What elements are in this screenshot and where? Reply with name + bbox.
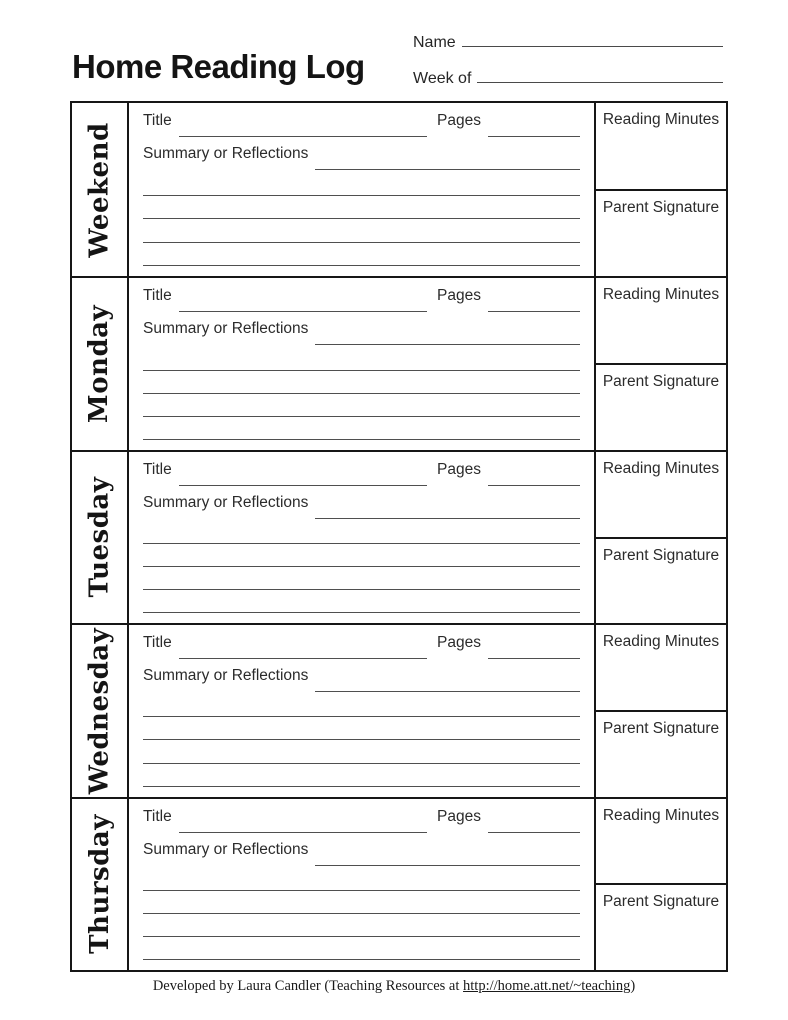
title-blank-line[interactable] — [179, 634, 427, 659]
title-line — [143, 461, 580, 486]
title-blank-line[interactable] — [179, 808, 427, 833]
entry-cell — [129, 625, 596, 796]
writing-line[interactable] — [143, 914, 580, 937]
writing-lines — [143, 868, 580, 960]
writing-lines — [143, 347, 580, 439]
pages-label: Pages — [437, 807, 481, 825]
footer-credit-text: Developed by Laura Candler (Teaching Resources at — [152, 978, 464, 994]
writing-lines — [143, 521, 580, 613]
day-label: Thursday — [84, 814, 115, 955]
day-row — [72, 276, 726, 449]
footer-link[interactable]: http://home.att.net/~teaching — [463, 978, 631, 994]
title-line — [143, 634, 580, 659]
writing-line[interactable] — [143, 694, 580, 717]
summary-label: Summary or Reflections — [143, 320, 309, 338]
title-label: Title — [143, 112, 172, 129]
reading-minutes-label: Reading Minutes — [602, 633, 720, 651]
day-row — [72, 103, 726, 276]
summary-line — [143, 841, 580, 866]
day-row — [72, 623, 726, 796]
entry-cell — [129, 278, 596, 449]
parent-signature-label: Parent Signature — [602, 546, 720, 564]
day-cell — [72, 452, 129, 623]
week-of-field — [413, 64, 723, 86]
parent-signature-label: Parent Signature — [602, 373, 720, 391]
writing-line[interactable] — [143, 740, 580, 763]
right-column-cell — [596, 103, 726, 276]
summary-label: Summary or Reflections — [143, 145, 309, 162]
writing-line[interactable] — [143, 219, 580, 243]
right-column-cell — [596, 625, 726, 796]
right-column-cell — [596, 278, 726, 449]
footer-credit-close: ) — [630, 978, 636, 994]
reading-minutes-cell[interactable] — [596, 625, 726, 712]
day-cell — [72, 625, 129, 796]
week-of-blank-line[interactable] — [477, 64, 723, 83]
title-line — [143, 112, 580, 137]
pages-label: Pages — [437, 634, 481, 652]
reading-minutes-cell[interactable] — [596, 103, 726, 191]
page-title: Home Reading Log — [72, 48, 365, 85]
summary-blank-line[interactable] — [315, 320, 580, 345]
pages-blank-line[interactable] — [488, 634, 580, 659]
parent-signature-cell[interactable] — [596, 885, 726, 970]
reading-minutes-cell[interactable] — [596, 452, 726, 539]
writing-line[interactable] — [143, 868, 580, 891]
summary-line — [143, 494, 580, 519]
writing-line[interactable] — [143, 567, 580, 590]
entry-cell — [129, 452, 596, 623]
reading-minutes-label: Reading Minutes — [602, 806, 720, 824]
student-info-block — [413, 28, 723, 100]
reading-minutes-cell[interactable] — [596, 278, 726, 365]
parent-signature-label: Parent Signature — [602, 719, 720, 737]
pages-blank-line[interactable] — [488, 287, 580, 312]
day-label: Weekend — [84, 122, 115, 258]
title-label: Title — [143, 634, 172, 652]
parent-signature-label: Parent Signature — [602, 893, 720, 911]
summary-blank-line[interactable] — [315, 145, 580, 170]
title-blank-line[interactable] — [179, 461, 427, 486]
day-label: Monday — [84, 305, 115, 424]
pages-blank-line[interactable] — [488, 461, 580, 486]
parent-signature-cell[interactable] — [596, 191, 726, 277]
summary-blank-line[interactable] — [315, 841, 580, 866]
right-column-cell — [596, 799, 726, 970]
summary-label: Summary or Reflections — [143, 667, 309, 685]
writing-line[interactable] — [143, 394, 580, 417]
parent-signature-cell[interactable] — [596, 365, 726, 450]
reading-minutes-label: Reading Minutes — [602, 459, 720, 477]
writing-line[interactable] — [143, 347, 580, 370]
reading-minutes-cell[interactable] — [596, 799, 726, 886]
reading-minutes-label: Reading Minutes — [602, 111, 720, 128]
summary-blank-line[interactable] — [315, 494, 580, 519]
day-label: Wednesday — [84, 627, 115, 795]
title-blank-line[interactable] — [179, 112, 427, 137]
writing-line[interactable] — [143, 891, 580, 914]
writing-line[interactable] — [143, 521, 580, 544]
pages-label: Pages — [437, 460, 481, 478]
writing-line[interactable] — [143, 937, 580, 960]
pages-blank-line[interactable] — [488, 808, 580, 833]
summary-line — [143, 320, 580, 345]
writing-line[interactable] — [143, 544, 580, 567]
right-column-cell — [596, 452, 726, 623]
name-label: Name — [413, 34, 456, 51]
pages-label: Pages — [437, 287, 481, 305]
day-row — [72, 797, 726, 970]
writing-line[interactable] — [143, 172, 580, 196]
writing-line[interactable] — [143, 196, 580, 220]
entry-cell — [129, 799, 596, 970]
day-row — [72, 450, 726, 623]
pages-blank-line[interactable] — [488, 112, 580, 137]
entry-cell — [129, 103, 596, 276]
summary-label: Summary or Reflections — [143, 840, 309, 858]
writing-line[interactable] — [143, 371, 580, 394]
writing-line[interactable] — [143, 243, 580, 267]
week-of-label: Week of — [413, 70, 472, 87]
parent-signature-cell[interactable] — [596, 712, 726, 797]
summary-blank-line[interactable] — [315, 667, 580, 692]
footer-credit — [0, 978, 788, 995]
writing-lines — [143, 172, 580, 266]
day-cell — [72, 799, 129, 970]
writing-line[interactable] — [143, 764, 580, 787]
writing-lines — [143, 694, 580, 786]
summary-line — [143, 145, 580, 170]
pages-label: Pages — [437, 112, 481, 129]
name-field — [413, 28, 723, 50]
title-label: Title — [143, 460, 172, 478]
writing-line[interactable] — [143, 417, 580, 440]
title-blank-line[interactable] — [179, 287, 427, 312]
parent-signature-label: Parent Signature — [602, 198, 720, 216]
day-cell — [72, 278, 129, 449]
reading-log-table — [70, 101, 728, 972]
day-label: Tuesday — [84, 477, 115, 598]
reading-minutes-label: Reading Minutes — [602, 286, 720, 304]
title-line — [143, 808, 580, 833]
title-label: Title — [143, 287, 172, 305]
name-blank-line[interactable] — [462, 28, 723, 47]
parent-signature-cell[interactable] — [596, 539, 726, 624]
title-label: Title — [143, 807, 172, 825]
summary-line — [143, 667, 580, 692]
writing-line[interactable] — [143, 590, 580, 613]
writing-line[interactable] — [143, 717, 580, 740]
title-line — [143, 287, 580, 312]
day-cell — [72, 103, 129, 276]
summary-label: Summary or Reflections — [143, 493, 309, 511]
